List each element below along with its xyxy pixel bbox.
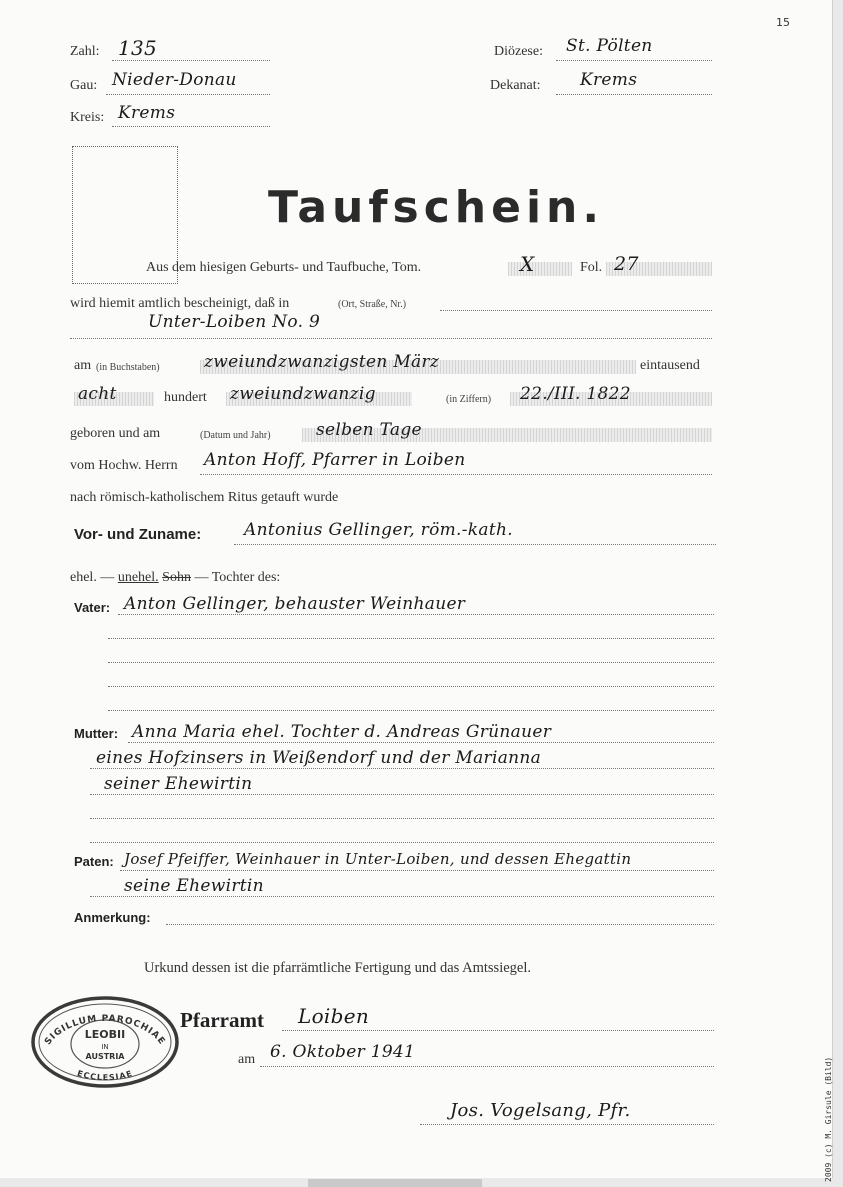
priest-value: Anton Hoff, Pfarrer in Loiben xyxy=(204,450,466,470)
paten-label: Paten: xyxy=(74,854,114,869)
issue-date-value: 6. Oktober 1941 xyxy=(270,1042,416,1062)
intro-label: Aus dem hiesigen Geburts- und Taufbuche, Tom. xyxy=(146,260,422,275)
anmerkung-label: Anmerkung: xyxy=(74,910,151,925)
year-words-value: zweiundzwanzig xyxy=(230,384,376,404)
mutter-line-3: seiner Ehewirtin xyxy=(104,774,253,794)
vater-label: Vater: xyxy=(74,600,111,615)
hochw-label: vom Hochw. Herrn xyxy=(70,458,178,473)
dekanat-label: Dekanat: xyxy=(490,78,541,93)
eintausend-label: eintausend xyxy=(640,358,700,373)
paten-line-2: seine Ehewirtin xyxy=(124,876,264,896)
binder-tab xyxy=(308,1179,482,1187)
mutter-line-2: eines Hofzinsers in Weißendorf und der Marianna xyxy=(96,748,542,768)
ort-value: Unter-Loiben No. 9 xyxy=(148,312,321,332)
ziffern-hint: (in Ziffern) xyxy=(446,394,492,405)
date-digits-value: 22./III. 1822 xyxy=(520,384,631,404)
buchstaben-hint: (in Buchstaben) xyxy=(96,362,160,373)
fol-value: 27 xyxy=(614,253,639,275)
dioezese-value: St. Pölten xyxy=(566,36,653,56)
image-credit: 2009 (c) M. Girsule (Bild) xyxy=(824,1056,833,1182)
date-words-value: zweiundzwanzigsten März xyxy=(204,352,440,372)
acht-value: acht xyxy=(78,384,117,404)
name-value: Antonius Gellinger, röm.-kath. xyxy=(244,520,513,540)
ort-hint: (Ort, Straße, Nr.) xyxy=(338,299,407,310)
geboren-label: geboren und am xyxy=(70,426,161,441)
zahl-label: Zahl: xyxy=(70,44,100,59)
footer-am-label: am xyxy=(238,1052,256,1067)
vater-value: Anton Gellinger, behauster Weinhauer xyxy=(124,594,466,614)
am-label: am xyxy=(74,358,92,373)
document-title: Taufschein. xyxy=(268,182,605,233)
parish-seal xyxy=(30,996,180,1088)
datum-hint: (Datum und Jahr) xyxy=(200,430,271,441)
mutter-label: Mutter: xyxy=(74,726,119,741)
ritus-label: nach römisch-katholischem Ritus getauft wurde xyxy=(70,490,339,505)
mutter-line-1: Anna Maria ehel. Tochter d. Andreas Grünauer xyxy=(132,722,552,742)
fol-label: Fol. xyxy=(580,260,603,275)
tochter-label: — Tochter des: xyxy=(194,570,281,585)
name-label: Vor- und Zuname: xyxy=(74,526,202,543)
urkund-text: Urkund dessen ist die pfarrämtliche Fertigung und das Amtssiegel. xyxy=(144,960,531,976)
unehel-label: unehel. xyxy=(117,570,159,585)
seal-bottom-text: ECCLESIAE xyxy=(76,1068,134,1083)
page-number: 15 xyxy=(776,16,790,29)
ehel-label: ehel. — xyxy=(70,570,115,585)
hundert-label: hundert xyxy=(164,390,207,405)
gau-label: Gau: xyxy=(70,78,98,93)
tom-value: X xyxy=(520,252,535,276)
sohn-label: Sohn xyxy=(162,570,191,585)
kreis-label: Kreis: xyxy=(70,110,105,125)
pfarramt-label: Pfarramt xyxy=(180,1008,264,1032)
seal-top-text: SIGILLUM PAROCHIAE xyxy=(43,1013,167,1048)
hiemit-label: wird hiemit amtlich bescheinigt, daß in xyxy=(70,296,290,311)
pastor-signature: Jos. Vogelsang, Pfr. xyxy=(450,1100,631,1121)
kreis-value: Krems xyxy=(118,103,176,123)
seal-center-line-2: IN xyxy=(101,1043,109,1051)
dioezese-label: Diözese: xyxy=(494,44,543,59)
zahl-value: 135 xyxy=(118,36,158,60)
dekanat-value: Krems xyxy=(580,70,638,90)
baptism-date-value: selben Tage xyxy=(316,420,422,440)
seal-center-line-1: LEOBII xyxy=(84,1028,126,1041)
pfarramt-value: Loiben xyxy=(298,1004,370,1028)
paten-line-1: Josef Pfeiffer, Weinhauer in Unter-Loiben, und dessen Ehegattin xyxy=(124,850,632,868)
seal-center-line-3: AUSTRIA xyxy=(85,1052,125,1061)
svg-text:ECCLESIAE xyxy=(76,1069,134,1082)
gau-value: Nieder-Donau xyxy=(112,70,237,90)
